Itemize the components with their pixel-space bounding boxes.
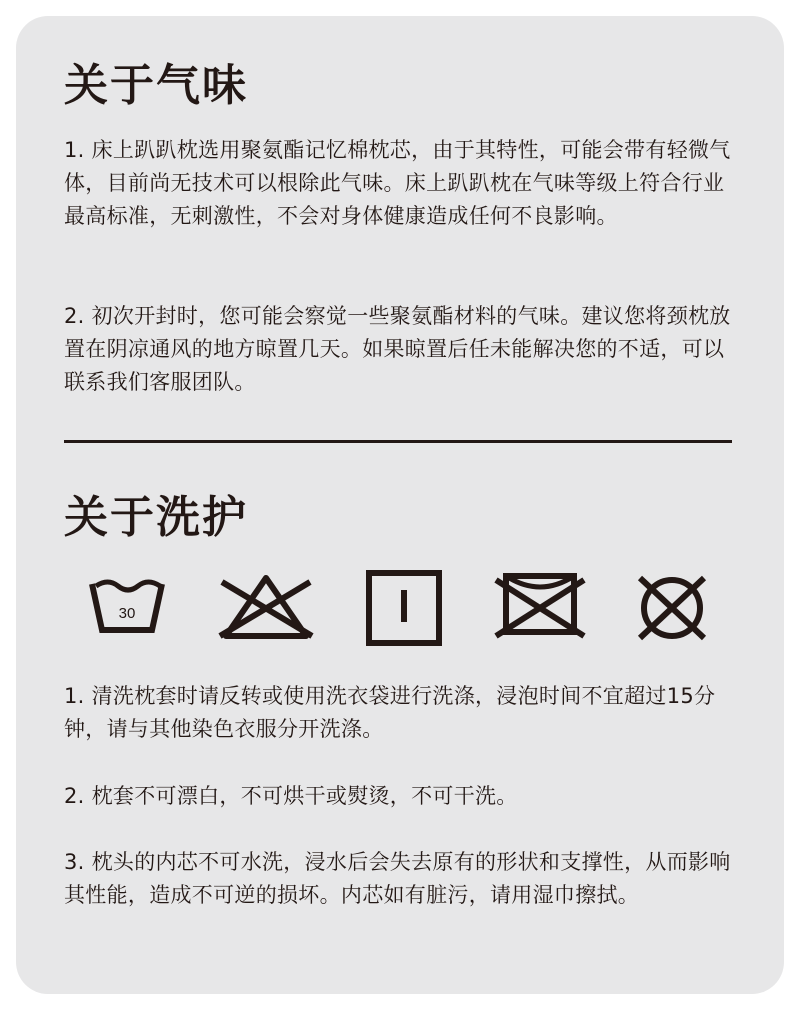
odor-paragraph-1: 1. 床上趴趴枕选用聚氨酯记忆棉枕芯，由于其特性，可能会带有轻微气体，目前尚无技术可以根除此气味。床上趴趴枕在气味等级上符合行业最高标准，无刺激性，不会对身体健康造成任何不良影响。 [64,138,731,228]
no-bleach-icon [216,572,316,642]
content-card [16,16,784,994]
wash-temperature-label: 30 [118,605,136,622]
odor-section-title: 关于气味 [64,60,248,111]
section-divider [64,440,732,443]
care-paragraph-3: 3. 枕头的内芯不可水洗，浸水后会失去原有的形状和支撑性，从而影响其性能，造成不可逆的损坏。内芯如有脏污，请用湿巾擦拭。 [64,850,731,907]
care-section-title: 关于洗护 [64,492,248,543]
odor-paragraph-2: 2. 初次开封时，您可能会察觉一些聚氨酯材料的气味。建议您将颈枕放置在阴凉通风的地方晾置几天。如果晾置后任未能解决您的不适，可以联系我们客服团队。 [64,304,731,394]
care-paragraph-2: 2. 枕套不可漂白，不可烘干或熨烫，不可干洗。 [64,784,518,808]
wash-30-icon [88,576,168,636]
no-wring-icon [634,572,710,644]
no-dry-clean-box-icon [492,572,588,644]
tumble-dry-icon [366,570,442,646]
care-paragraph-1: 1. 清洗枕套时请反转或使用洗衣袋进行洗涤，浸泡时间不宜超过15分钟，请与其他染色衣服分开洗涤。 [64,684,716,741]
